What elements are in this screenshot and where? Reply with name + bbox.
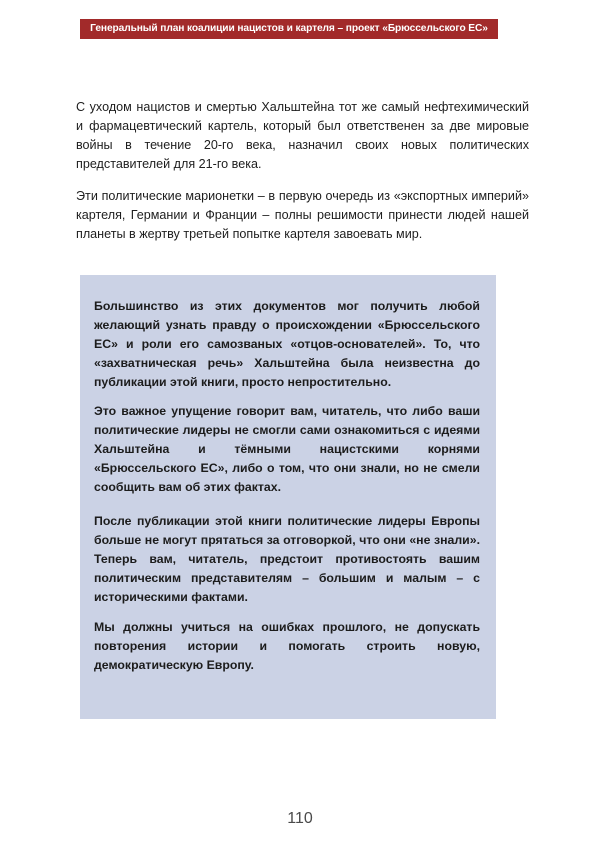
page-number: 110 <box>287 810 313 827</box>
callout-paragraph-1: Большинство из этих документов мог получить любой желающий узнать правду о происхождении «Брюссельского ЕС» и роли его самозваных «отцов-основателей». То, что «захватническая речь» Хальштейна была неизвестна до публикации этой книги, просто непростительно. <box>94 299 480 389</box>
callout-box <box>80 275 496 719</box>
body-paragraph-1: С уходом нацистов и смертью Хальштейна тот же самый нефтехимический и фармацевтический картель, который был ответственен за две мировые войны в течение 20-го века, назначил своих новых политических представителей для 21-го века. <box>76 100 529 171</box>
callout-paragraph-4: Мы должны учиться на ошибках прошлого, не допускать повторения истории и помогать строить новую, демократическую Европу. <box>94 620 480 672</box>
callout-paragraph-2: Это важное упущение говорит вам, читатель, что либо ваши политические лидеры не смогли сами ознакомиться с идеями Хальштейна и тёмными нацистскими корнями «Брюссельского ЕС», либо о том, что они знали, но не смели сообщить вам об этих фактах. <box>94 404 480 494</box>
running-header: Генеральный план коалиции нацистов и картеля – проект «Брюссельского ЕС» <box>80 19 498 39</box>
callout-paragraph-3: После публикации этой книги политические лидеры Европы больше не могут прятаться за отговоркой, что они «не знали». Теперь вам, читатель, предстоит противостоять вашим политическим представителям – большим и малым – с историческими фактами. <box>94 514 480 604</box>
body-paragraph-2: Эти политические марионетки – в первую очередь из «экспортных империй» картеля, Германии и Франции – полны решимости принести людей нашей планеты в жертву третьей попытке картеля завоевать мир. <box>76 189 529 241</box>
